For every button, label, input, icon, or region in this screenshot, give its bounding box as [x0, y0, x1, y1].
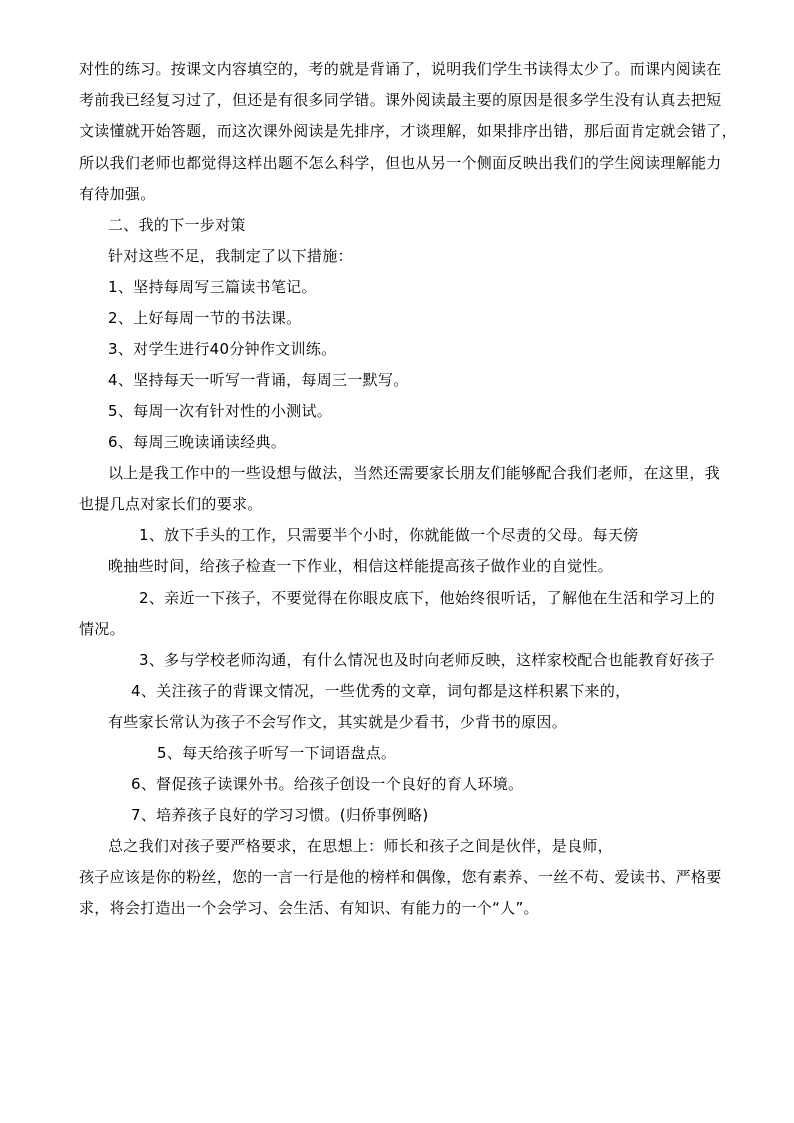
- text-line: 针对这些不足，我制定了以下措施：: [108, 247, 353, 265]
- section-heading: 二、我的下一步对策: [108, 216, 246, 234]
- list-item: 4、坚持每天一听写一背诵，每周三一默写。: [108, 371, 409, 389]
- text-line: 总之我们对孩子要严格要求，在思想上：师长和孩子之间是伙伴，是良师，: [108, 837, 613, 855]
- list-item: 2、亲近一下孩子，不要觉得在你眼皮底下，他始终很听话，了解他在生活和学习上的: [139, 589, 715, 607]
- text-line: 情况。: [79, 620, 125, 638]
- list-item: 3、对学生进行40分钟作文训练。: [108, 340, 337, 358]
- text-line: 晚抽些时间，给孩子检查一下作业，相信这样能提高孩子做作业的自觉性。: [108, 557, 613, 575]
- list-item: 5、每天给孩子听写一下词语盘点。: [157, 744, 397, 762]
- text-line: 以上是我工作中的一些设想与做法，当然还需要家长朋友们能够配合我们老师，在这里，我: [108, 464, 721, 482]
- list-item: 7、培养孩子良好的学习习惯。(归侨事例略): [131, 806, 429, 824]
- text-line: 也提几点对家长们的要求。: [79, 495, 263, 513]
- text-line: 孩子应该是你的粉丝，您的一言一行是他的榜样和偶像，您有素养、一丝不苟、爱读书、严格要: [79, 868, 722, 886]
- list-item: 4、关注孩子的背课文情况，一些优秀的文章，词句都是这样积累下来的，: [131, 682, 631, 700]
- list-item: 3、多与学校老师沟通，有什么情况也及时向老师反映，这样家校配合也能教育好孩子: [139, 651, 715, 669]
- text-line: 求，将会打造出一个会学习、会生活、有知识、有能力的一个“人”。: [79, 899, 539, 917]
- text-line: 有些家长常认为孩子不会写作文，其实就是少看书，少背书的原因。: [108, 713, 568, 731]
- list-item: 1、坚持每周写三篇读书笔记。: [108, 278, 317, 296]
- list-item: 1、放下手头的工作，只需要半个小时，你就能做一个尽责的父母。每天傍: [139, 526, 639, 544]
- list-item: 6、每周三晚读诵读经典。: [108, 433, 287, 451]
- text-line: 文读懂就开始答题，而这次课外阅读是先排序，才谈理解，如果排序出错，那后面肯定就会错了，: [79, 122, 737, 140]
- list-item: 6、督促孩子读课外书。给孩子创设一个良好的育人环境。: [131, 775, 524, 793]
- text-line: 考前我已经复习过了，但还是有很多同学错。课外阅读最主要的原因是很多学生没有认真去把短: [79, 91, 722, 109]
- text-line: 有待加强。: [79, 185, 156, 203]
- list-item: 5、每周一次有针对性的小测试。: [108, 402, 333, 420]
- text-line: 所以我们老师也都觉得这样出题不怎么科学，但也从另一个侧面反映出我们的学生阅读理解能力: [79, 154, 722, 172]
- list-item: 2、上好每周一节的书法课。: [108, 309, 302, 327]
- text-line: 对性的练习。按课文内容填空的，考的就是背诵了，说明我们学生书读得太少了。而课内阅读在: [79, 60, 722, 78]
